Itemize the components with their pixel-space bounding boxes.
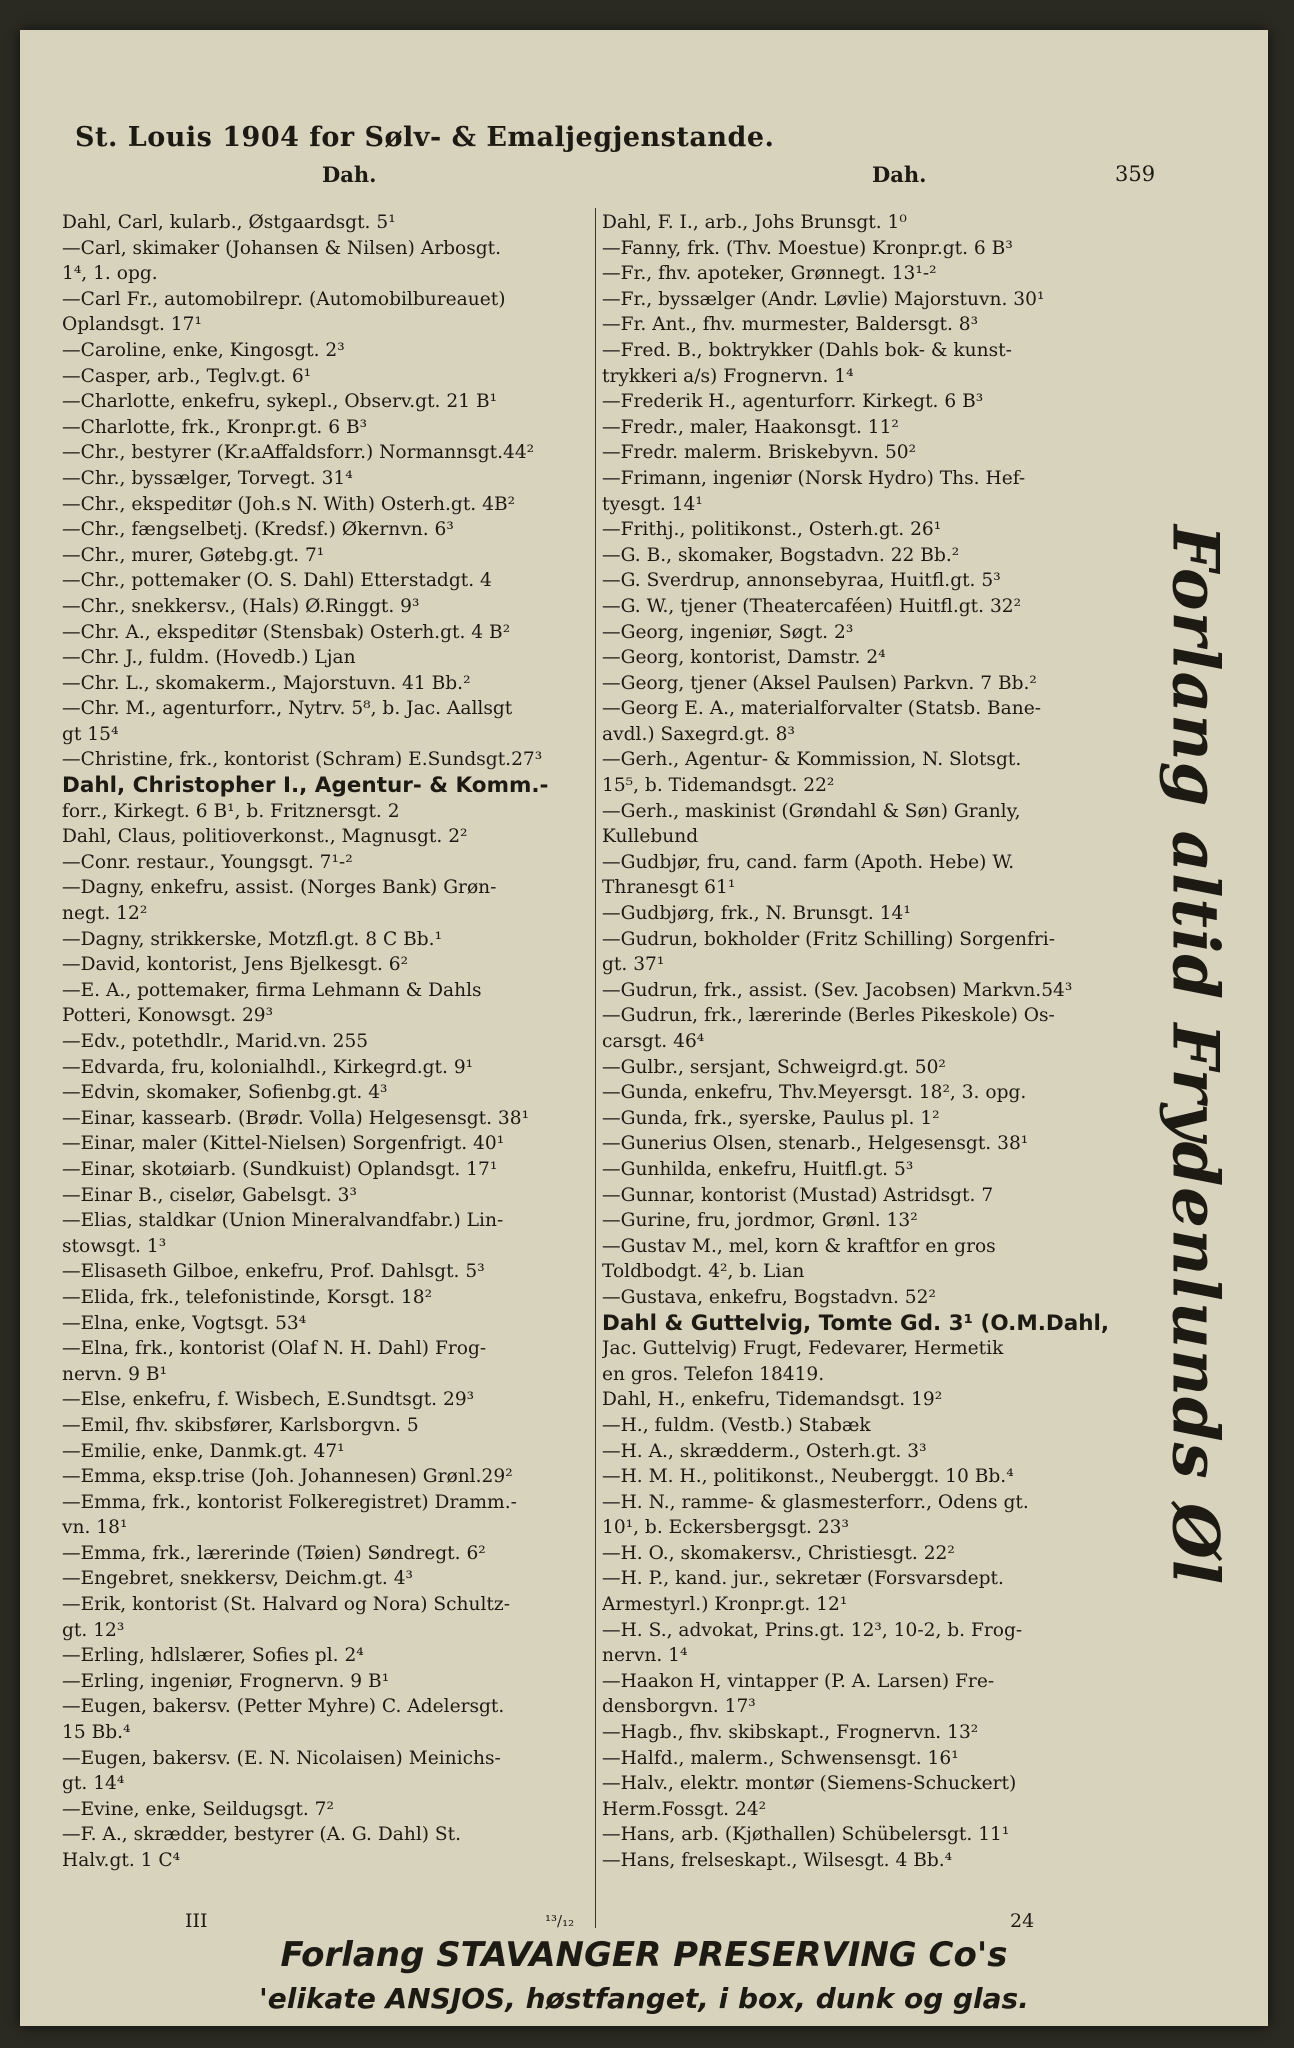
directory-line: —Georg E. A., materialforvalter (Statsb. Bane- (602, 698, 1042, 720)
directory-line: Dahl & Guttelvig, Tomte Gd. 3¹ (O.M.Dahl, (602, 1310, 1110, 1336)
directory-line: —Gunda, enkefru, Thv.Meyersgt. 18², 3. opg. (602, 1082, 1027, 1104)
directory-line: gt 15⁴ (62, 723, 119, 745)
directory-line: Dahl, Claus, politioverkonst., Magnusgt. 2² (62, 826, 468, 848)
directory-line: stowsgt. 1³ (62, 1235, 167, 1257)
directory-line: —Emil, fhv. skibsfører, Karlsborgvn. 5 (62, 1414, 419, 1436)
directory-line: —Elna, frk., kontorist (Olaf N. H. Dahl) Frog- (62, 1338, 487, 1360)
directory-line: forr., Kirkegt. 6 B¹, b. Fritznersgt. 2 (62, 800, 400, 822)
directory-line: Dahl, F. I., arb., Johs Brunsgt. 1⁰ (602, 212, 907, 233)
directory-line: —Fr. Ant., fhv. murmester, Baldersgt. 8³ (602, 314, 979, 336)
column-divider (595, 208, 596, 1928)
directory-line: —David, kontorist, Jens Bjelkesgt. 6² (62, 954, 409, 976)
directory-line: —Else, enkefru, f. Wisbech, E.Sundtsgt. 29³ (62, 1389, 475, 1411)
directory-line: —Frimann, ingeniør (Norsk Hydro) Ths. Hef- (602, 467, 1026, 489)
directory-line: Halv.gt. 1 C⁴ (62, 1850, 181, 1871)
directory-line: nervn. 1⁴ (602, 1645, 688, 1667)
vertical-advertisement (1130, 505, 1260, 1605)
directory-line: —H. S., advokat, Prins.gt. 12³, 10-2, b. Frog- (602, 1619, 1023, 1641)
directory-line: —Emma, frk., kontorist Folkeregistret) Dramm.- (62, 1491, 517, 1513)
directory-line: —Chr., byssælger, Torvegt. 31⁴ (62, 467, 353, 489)
directory-line: —H. A., skrædderm., Osterh.gt. 3³ (602, 1440, 927, 1462)
directory-line: —Dagny, strikkerske, Motzfl.gt. 8 C Bb.¹ (62, 928, 443, 950)
footer-left-mark: III (185, 1910, 208, 1932)
directory-line: —Fr., byssælger (Andr. Løvlie) Majorstuvn. 30¹ (602, 288, 1045, 310)
directory-line: —Einar, kassearb. (Brødr. Volla) Helgesensgt. 38¹ (62, 1107, 530, 1129)
directory-line: —Emma, eksp.trise (Joh. Johannesen) Grønl.29² (62, 1466, 513, 1488)
directory-line: —E. A., pottemaker, firma Lehmann & Dahls (62, 979, 482, 1001)
directory-line: —Chr., snekkersv., (Hals) Ø.Ringgt. 9³ (62, 595, 420, 617)
directory-line: —Georg, tjener (Aksel Paulsen) Parkvn. 7 Bb.² (602, 672, 1037, 694)
directory-line: —Chr., murer, Gøtebg.gt. 7¹ (62, 544, 325, 566)
directory-line: densborgvn. 17³ (602, 1696, 756, 1718)
directory-line: —Gustav M., mel, korn & kraftfor en gros (602, 1235, 996, 1257)
directory-line: —Gunhilda, enkefru, Huitfl.gt. 5³ (602, 1158, 914, 1180)
directory-line: Dahl, Christopher I., Agentur- & Komm.- (62, 773, 549, 799)
directory-line: —Carl, skimaker (Johansen & Nilsen) Arbosgt. (62, 237, 502, 259)
directory-line: —Gunerius Olsen, stenarb., Helgesensgt. 38¹ (602, 1133, 1029, 1155)
directory-line: —G. W., tjener (Theatercaféen) Huitfl.gt. 32² (602, 595, 1022, 617)
directory-line: —Gerh., maskinist (Grøndahl & Søn) Granly, (602, 800, 1021, 822)
directory-line: —Chr., ekspeditør (Joh.s N. With) Osterh.gt. 4B² (62, 493, 516, 515)
directory-line: negt. 12² (62, 903, 148, 925)
directory-line: en gros. Telefon 18419. (602, 1363, 825, 1385)
directory-line: —Caroline, enke, Kingosgt. 2³ (62, 339, 345, 361)
footer-right-mark: 24 (1010, 1910, 1035, 1932)
directory-line: —Chr., pottemaker (O. S. Dahl) Etterstadgt. 4 (62, 570, 492, 592)
directory-line: —Elida, frk., telefonistinde, Korsgt. 18² (62, 1286, 433, 1308)
directory-line: —Edv., potethdlr., Marid.vn. 255 (62, 1031, 369, 1052)
directory-line: —Carl Fr., automobilrepr. (Automobilbureauet) (62, 288, 506, 310)
vertical-advertisement-text: Forlang altid Frydenlunds Øl (1157, 524, 1233, 1586)
directory-line: —Fred. B., boktrykker (Dahls bok- & kunst- (602, 339, 1012, 361)
directory-line: —Fredr., maler, Haakonsgt. 11² (602, 416, 899, 438)
directory-line: 10¹, b. Eckersbergsgt. 23³ (602, 1517, 849, 1539)
directory-line: —Einar, skotøiarb. (Sundkuist) Oplandsgt. 17¹ (62, 1158, 498, 1180)
directory-line: —Chr. L., skomakerm., Majorstuvn. 41 Bb.² (62, 672, 471, 694)
column-heading-left: Dah. (322, 162, 377, 187)
directory-line: —Frithj., politikonst., Osterh.gt. 26¹ (602, 519, 942, 541)
directory-line: —G. B., skomaker, Bogstadvn. 22 Bb.² (602, 544, 960, 566)
directory-line: gt. 37¹ (602, 954, 665, 976)
directory-line: —Einar, maler (Kittel-Nielsen) Sorgenfrigt. 40¹ (62, 1133, 505, 1155)
footer-mid-mark: ¹³/₁₂ (545, 1912, 575, 1930)
directory-line: —Gerh., Agentur- & Kommission, N. Slotsgt. (602, 749, 1022, 771)
directory-line: —Emilie, enke, Danmk.gt. 47¹ (62, 1440, 345, 1462)
directory-line: —Hagb., fhv. skibskapt., Frognervn. 13² (602, 1722, 979, 1744)
directory-line: —Gurine, fru, jordmor, Grønl. 13² (602, 1210, 918, 1232)
directory-line: gt. 14⁴ (62, 1773, 125, 1795)
directory-line: —Hans, frelseskapt., Wilsesgt. 4 Bb.⁴ (602, 1850, 953, 1871)
directory-line: —Frederik H., agenturforr. Kirkegt. 6 B³ (602, 391, 984, 413)
directory-line: Toldbodgt. 4², b. Lian (602, 1261, 805, 1283)
bottom-advertisement-line-1: Forlang STAVANGER PRESERVING Co's (280, 1935, 1008, 1975)
directory-line: —Charlotte, frk., Kronpr.gt. 6 B³ (62, 416, 368, 438)
directory-line: —Chr. J., fuldm. (Hovedb.) Ljan (62, 647, 356, 669)
directory-line: gt. 12³ (62, 1619, 125, 1641)
directory-line: —Christine, frk., kontorist (Schram) E.Sundsgt.27³ (62, 749, 543, 771)
directory-line: —Eugen, bakersv. (E. N. Nicolaisen) Meinichs- (62, 1747, 501, 1769)
directory-line: —Edvarda, fru, kolonialhdl., Kirkegrd.gt. 9¹ (62, 1056, 474, 1078)
directory-line: trykkeri a/s) Frognervn. 1⁴ (602, 365, 854, 387)
left-column (62, 210, 587, 1874)
directory-line: Jac. Guttelvig) Frugt, Fedevarer, Hermetik (602, 1338, 1004, 1360)
directory-line: —Gudrun, frk., assist. (Sev. Jacobsen) Markvn.54³ (602, 979, 1073, 1001)
directory-line: —Casper, arb., Teglv.gt. 6¹ (62, 365, 312, 387)
directory-line: Potteri, Konowsgt. 29³ (62, 1005, 274, 1027)
directory-line: —Gudbjør, fru, cand. farm (Apoth. Hebe) W. (602, 851, 1015, 873)
directory-line: —G. Sverdrup, annonsebyraa, Huitfl.gt. 5³ (602, 570, 1001, 592)
directory-line: —F. A., skrædder, bestyrer (A. G. Dahl) St. (62, 1824, 462, 1846)
directory-line: —Gudrun, bokholder (Fritz Schilling) Sorgenfri- (602, 928, 1055, 950)
directory-line: —Einar B., ciselør, Gabelsgt. 3³ (62, 1184, 357, 1206)
directory-line: —Fr., fhv. apoteker, Grønnegt. 13¹-² (602, 263, 937, 285)
directory-line: —Chr. M., agenturforr., Nytrv. 5⁸, b. Jac. Aallsgt (62, 698, 513, 720)
directory-line: —Conr. restaur., Youngsgt. 7¹-² (62, 851, 353, 873)
directory-line: —H. M. H., politikonst., Neuberggt. 10 Bb.⁴ (602, 1466, 1014, 1488)
directory-line: —Dagny, enkefru, assist. (Norges Bank) Grøn- (62, 877, 497, 899)
directory-line: 1⁴, 1. opg. (62, 263, 158, 285)
directory-line: —Evine, enke, Seildugsgt. 7² (62, 1798, 334, 1820)
directory-line: —Chr. A., ekspeditør (Stensbak) Osterh.gt. 4 B² (62, 621, 511, 643)
directory-line: Thranesgt 61¹ (602, 877, 736, 899)
directory-line: —H. N., ramme- & glasmesterforr., Odens gt. (602, 1491, 1029, 1513)
directory-line: —Gunnar, kontorist (Mustad) Astridsgt. 7 (602, 1184, 994, 1206)
directory-line: —Chr., bestyrer (Kr.aAffaldsforr.) Normannsgt.44² (62, 442, 535, 464)
directory-line: —Hans, arb. (Kjøthallen) Schübelersgt. 11¹ (602, 1824, 1010, 1846)
directory-line: —Elisaseth Gilboe, enkefru, Prof. Dahlsgt. 5³ (62, 1261, 485, 1283)
directory-line: —Elias, staldkar (Union Mineralvandfabr.) Lin- (62, 1210, 504, 1232)
directory-line: —Engebret, snekkersv, Deichm.gt. 4³ (62, 1568, 414, 1590)
directory-line: —Georg, kontorist, Damstr. 2⁴ (602, 647, 886, 669)
directory-line: —Gulbr., sersjant, Schweigrd.gt. 50² (602, 1056, 946, 1078)
directory-line: Kullebund (602, 826, 699, 848)
column-heading-right: Dah. (872, 162, 927, 187)
bottom-advertisement-line-2: 'elikate ANSJOS, høstfanget, i box, dunk og glas. (259, 1982, 1029, 2015)
directory-line: Dahl, H., enkefru, Tidemandsgt. 19² (602, 1389, 943, 1411)
directory-line: —Eugen, bakersv. (Petter Myhre) C. Adelersgt. (62, 1696, 505, 1718)
directory-line: —Erling, ingeniør, Frognervn. 9 B¹ (62, 1670, 390, 1692)
directory-line: —Erik, kontorist (St. Halvard og Nora) Schultz- (62, 1594, 510, 1616)
directory-line: —Fredr. malerm. Briskebyvn. 50² (602, 442, 917, 464)
directory-line: tyesgt. 14¹ (602, 493, 703, 515)
right-column (602, 210, 1120, 1874)
directory-line: —Gudbjørg, frk., N. Brunsgt. 14¹ (602, 903, 911, 925)
directory-line: —Emma, frk., lærerinde (Tøien) Søndregt. 6² (62, 1542, 486, 1564)
directory-line: —Georg, ingeniør, Søgt. 2³ (602, 621, 854, 643)
directory-line: 15⁵, b. Tidemandsgt. 22² (602, 775, 835, 797)
directory-line: —H. P., kand. jur., sekretær (Forsvarsdept. (602, 1568, 1004, 1590)
directory-line: —Erling, hdlslærer, Sofies pl. 2⁴ (62, 1645, 364, 1667)
directory-line: —Haakon H, vintapper (P. A. Larsen) Fre- (602, 1670, 995, 1692)
directory-line: —Gunda, frk., syerske, Paulus pl. 1² (602, 1107, 940, 1129)
directory-line: —H., fuldm. (Vestb.) Stabæk (602, 1414, 871, 1436)
top-advertisement: St. Louis 1904 for Sølv- & Emaljegjenstande. (75, 122, 775, 153)
directory-line: Herm.Fossgt. 24² (602, 1798, 767, 1820)
directory-line: Oplandsgt. 17¹ (62, 314, 202, 336)
page-number: 359 (1115, 162, 1156, 186)
directory-line: —Gustava, enkefru, Bogstadvn. 52² (602, 1286, 936, 1308)
directory-line: carsgt. 46⁴ (602, 1031, 705, 1052)
directory-line: Armestyrl.) Kronpr.gt. 12¹ (602, 1594, 848, 1616)
directory-line: 15 Bb.⁴ (62, 1722, 131, 1744)
directory-line: —Halfd., malerm., Schwensensgt. 16¹ (602, 1747, 959, 1769)
directory-line: —H. O., skomakersv., Christiesgt. 22² (602, 1542, 955, 1564)
directory-line: —Fanny, frk. (Thv. Moestue) Kronpr.gt. 6 B³ (602, 237, 1013, 259)
directory-line: —Halv., elektr. montør (Siemens-Schuckert) (602, 1773, 1017, 1795)
directory-line: —Gudrun, frk., lærerinde (Berles Pikeskole) Os- (602, 1005, 1055, 1027)
directory-line: —Chr., fængselbetj. (Kredsf.) Økernvn. 6³ (62, 519, 454, 541)
directory-line: nervn. 9 B¹ (62, 1363, 168, 1385)
directory-line: —Charlotte, enkefru, sykepl., Observ.gt. 21 B¹ (62, 391, 498, 413)
directory-line: Dahl, Carl, kularb., Østgaardsgt. 5¹ (62, 212, 396, 233)
directory-line: —Elna, enke, Vogtsgt. 53⁴ (62, 1312, 307, 1334)
directory-line: avdl.) Saxegrd.gt. 8³ (602, 723, 795, 745)
directory-page (20, 30, 1268, 2026)
directory-line: —Edvin, skomaker, Sofienbg.gt. 4³ (62, 1082, 388, 1104)
directory-line: vn. 18¹ (62, 1517, 128, 1539)
